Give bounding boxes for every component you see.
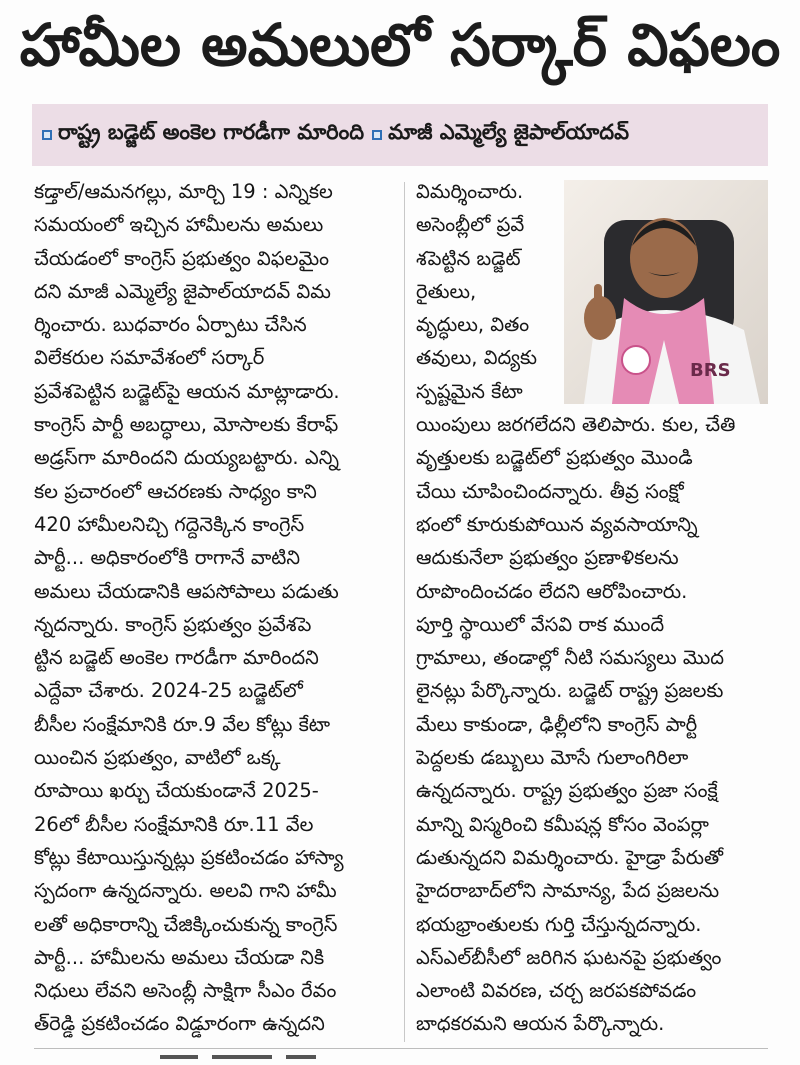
right-column-full-text [416, 408, 772, 1041]
article-line: రూపాయి ఖర్చు చేయకుండానే 2025- [34, 779, 319, 803]
subheading-2 [372, 120, 629, 150]
right-column-wrapped-text [416, 175, 556, 408]
article-line: లతో అధికారాన్ని చేజిక్కించుకున్న కాంగ్రెస్ [34, 912, 338, 936]
article-line: భయభ్రాంతులకు గుర్తి చేస్తున్నదన్నారు. [416, 912, 702, 936]
article-line: ఎలాంటి వివరణ, చర్చ జరపకపోవడం [416, 979, 697, 1003]
subheading-2-text: మాజీ ఎమ్మెల్యే జైపాల్‌యాదవ్ [388, 120, 630, 144]
article-line: త్‌రెడ్డి ప్రకటించడం విడ్డూరంగా ఉన్నదని [34, 1012, 325, 1036]
article-line: మాన్ని విస్మరించి కమీషన్ల కోసం వెంపర్లా [416, 812, 709, 836]
article-line: ఆదుకునేలా ప్రభుత్వం ప్రణాళికలను [416, 546, 679, 570]
person-photo-icon [564, 180, 768, 404]
article-line: విలేకరుల సమావేశంలో సర్కార్ [34, 346, 265, 370]
article-line: ఎస్ఎల్‌బీసీలో జరిగిన ఘటనపై ప్రభుత్వం [416, 945, 722, 969]
article-line: న్నదన్నారు. కాంగ్రెస్ ప్రభుత్వం ప్రవేశపె [34, 612, 312, 636]
subheading-1 [42, 120, 364, 150]
article-line: పార్టీ... అధికారంలోకి రాగానే వాటిని [34, 546, 301, 570]
article-line: కల ప్రచారంలో ఆచరణకు సాధ్యం కాని [34, 479, 317, 503]
article-line: హైదరాబాద్‌లోని సామాన్య, పేద ప్రజలను [416, 879, 720, 903]
article-line: యించిన ప్రభుత్వం, వాటిలో ఒక్క [34, 746, 281, 770]
article-line: ప్రవేశపెట్టిన బడ్జెట్‌పై ఆయన మాట్లాడారు. [34, 379, 340, 403]
article-line: ఎద్దేవా చేశారు. 2024-25 బడ్జెట్‌లో [34, 679, 303, 703]
article-line: సమయంలో ఇచ్చిన హామీలను అమలు [34, 213, 324, 237]
article-line: దని మాజీ ఎమ్మెల్యే జైపాల్‌యాదవ్ విమ [34, 279, 331, 303]
photo-badge-text: BRS [690, 360, 731, 381]
bottom-rule [34, 1048, 768, 1049]
square-bullet-icon [42, 130, 52, 140]
article-line: కడ్తాల్/ఆమనగల్లు, మార్చి 19 : ఎన్నికల [34, 180, 333, 203]
article-line: స్పష్టమైన కేటా [416, 379, 523, 403]
article-line: తవులు, విద్యకు [416, 346, 537, 370]
article-line: పెద్దలకు డబ్బులు మోసే గులాంగిరిలా [416, 746, 689, 770]
subheading-bar [32, 104, 768, 166]
article-line: చేయి చూపించిందన్నారు. తీవ్ర సంక్షో [416, 479, 684, 503]
article-line: శపెట్టిన బడ్జెట్ [416, 246, 521, 270]
article-line: ర్శించారు. బుధవారం ఏర్పాటు చేసిన [34, 313, 307, 337]
article-line: డుతున్నదని విమర్శించారు. హైడ్రా పేరుతో [416, 845, 724, 869]
article-line: 420 హామీలనిచ్చి గద్దెనెక్కిన కాంగ్రెస్ [34, 512, 305, 536]
square-bullet-icon [372, 130, 382, 140]
article-line: వృద్ధులు, వితం [416, 313, 530, 337]
article-line: అమలు చేయడానికి ఆపసోపాలు పడుతు [34, 579, 339, 603]
article-line: 26లో బీసీల సంక్షేమానికి రూ.11 వేల [34, 812, 314, 836]
article-line: బీసీల సంక్షేమానికి రూ.9 వేల కోట్లు కేటా [34, 712, 331, 736]
column-divider [404, 182, 405, 1042]
article-line: కోట్లు కేటాయిస్తున్నట్లు ప్రకటించడం హాస్యా [34, 845, 344, 869]
article-line: అడ్రస్‌గా మారిందని దుయ్యబట్టారు. ఎన్ని [34, 446, 340, 470]
article-line: నిధులు లేవని అసెంబ్లీ సాక్షిగా సీఎం రేవం [34, 979, 337, 1003]
article-line: మేలు కాకుండా, ఢిల్లీలోని కాంగ్రెస్ పార్టీ [416, 712, 698, 736]
article-line: బాధకరమని ఆయన పేర్కొన్నారు. [416, 1012, 665, 1036]
article-line: భంలో కూరుకుపోయిన వ్యవసాయాన్ని [416, 512, 698, 536]
article-line: గ్రామాలు, తండాల్లో నీటి సమస్యలు మొద [416, 646, 725, 670]
article-line: పూర్తి స్థాయిలో వేసవి రాక ముందే [416, 612, 665, 636]
article-line: లైనట్లు పేర్కొన్నారు. బడ్జెట్ రాష్ట్ర ప్రజలకు [416, 679, 724, 703]
headline: హామీల అమలులో సర్కార్ విఫలం [20, 10, 780, 79]
article-line: వృత్తులకు బడ్జెట్‌లో ప్రభుత్వం మొండి [416, 446, 693, 470]
article-line: యింపులు జరగలేదని తెలిపారు. కుల, చేతి [416, 413, 736, 437]
portrait-illustration [564, 180, 768, 404]
article-line: ట్టిన బడ్జెట్ అంకెల గారడీగా మారిందని [34, 646, 319, 670]
article-line: రూపొందించడం లేదని ఆరోపించారు. [416, 579, 688, 603]
subheading-1-text: రాష్ట్ర బడ్జెట్ అంకెల గారడీగా మారింది [58, 120, 365, 144]
article-line: విమర్శించారు. [416, 180, 524, 203]
article-left-column [34, 175, 398, 1041]
cropped-next-article-fragment [160, 1055, 360, 1061]
article-line: చేయడంలో కాంగ్రెస్ ప్రభుత్వం విఫలమైం [34, 246, 329, 270]
article-line: పార్టీ... హామీలను అమలు చేయడా నికి [34, 945, 325, 969]
article-line: రైతులు, [416, 279, 477, 303]
article-line: అసెంబ్లీలో ప్రవే [416, 213, 525, 237]
article-line: ఉన్నదన్నారు. రాష్ట్ర ప్రభుత్వం ప్రజా సంక్షే [416, 779, 718, 803]
article-line: కాంగ్రెస్ పార్టీ అబద్ధాలు, మోసాలకు కేరాఫ్ [34, 413, 339, 437]
article-line: స్పదంగా ఉన్నదన్నారు. అలవి గాని హామీ [34, 879, 337, 903]
